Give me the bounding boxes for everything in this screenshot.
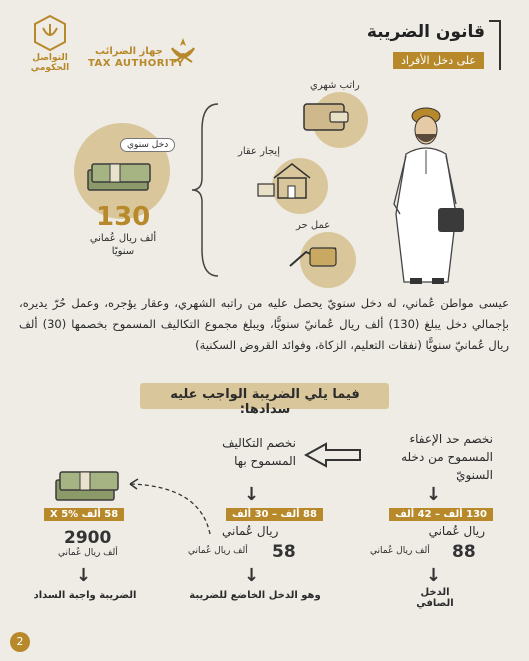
left-arrow-icon xyxy=(304,442,362,468)
down-arrow-icon: ↓ xyxy=(426,565,442,586)
col2-label: وهو الدخل الخاضع للضريبة xyxy=(189,590,321,601)
header-bracket-icon xyxy=(489,20,501,70)
down-arrow-icon: ↓ xyxy=(76,565,92,586)
money-stack-icon xyxy=(84,156,154,196)
col2-result: 58 xyxy=(272,542,296,562)
source-freelance-label: عمل حر xyxy=(296,220,331,231)
page-number: 2 xyxy=(10,632,30,652)
source-salary-label: راتب شهري xyxy=(310,80,360,91)
col2-expression: 88 ألف – 30 ألف xyxy=(226,508,323,521)
gov-comm-emblem-icon xyxy=(33,14,67,52)
col3-result-unit: ألف ريال عُماني xyxy=(58,548,118,558)
brace-icon xyxy=(190,100,220,280)
col1-unit: ريال عُماني xyxy=(428,524,485,538)
income-amount-unit: ألف ريال عُماني سنويًا xyxy=(89,233,157,257)
wallet-icon xyxy=(300,100,352,134)
tax-authority-arabic: جهاز الضرائب xyxy=(95,46,163,57)
house-icon xyxy=(256,160,318,202)
dashed-arrow-icon xyxy=(120,476,230,536)
omani-man-figure xyxy=(376,94,476,290)
page-title: قانون الضريبة xyxy=(366,22,485,42)
gov-comm-label: التواصل الحكومي xyxy=(30,53,70,73)
col1-result: 88 xyxy=(452,542,476,562)
col2-unit: ريال عُماني xyxy=(222,524,279,538)
col3-result: 2900 xyxy=(64,528,112,548)
down-arrow-icon: ↓ xyxy=(426,484,442,505)
step-deduct-costs: نخصم التكاليف المسموح بها xyxy=(222,436,296,468)
col3-expression: 58 ألف X 5% xyxy=(44,508,124,521)
income-amount: 130 xyxy=(96,202,151,232)
down-arrow-icon: ↓ xyxy=(244,565,260,586)
down-arrow-icon: ↓ xyxy=(244,484,260,505)
col1-label: الدخل الصافي xyxy=(416,587,454,609)
scenario-paragraph: عيسى مواطن عُماني، له دخل سنويّ يحصل عليه من راتبه الشهري، وعقار يؤجره، وعمل حُرّ يديره، بإجمالي دخل يبلغ (130) ألف ريال عُمانيّ سنويًّا، ويبلغ مجموع التكاليف المسموح بخصمها (30) ألف ريال عُمانيّ سنويًّا (نفقات التعليم، الزكاة، وفوائد القروض السكنية) xyxy=(19,296,509,352)
page-subtitle: على دخل الأفراد xyxy=(393,52,484,69)
tax-authority-english: TAX AUTHORITY xyxy=(88,58,185,69)
col3-label: الضريبة واجبة السداد xyxy=(33,590,137,601)
col2-result-unit: ألف ريال عُماني xyxy=(188,546,248,556)
banner-text: فيما يلي الضريبة الواجب عليه سدادها: xyxy=(170,387,360,417)
money-stack-icon xyxy=(52,462,122,506)
col1-expression: 130 ألف – 42 ألف xyxy=(389,508,493,521)
col1-result-unit: ألف ريال عُماني xyxy=(370,546,430,556)
handshake-icon xyxy=(286,236,346,276)
source-rent-label: إيجار عقار xyxy=(238,146,280,157)
step-deduct-exemption: نخصم حد الإعفاء المسموح من دخله السنويّ xyxy=(401,432,493,482)
annual-income-bubble: دخل سنوي xyxy=(120,138,175,152)
